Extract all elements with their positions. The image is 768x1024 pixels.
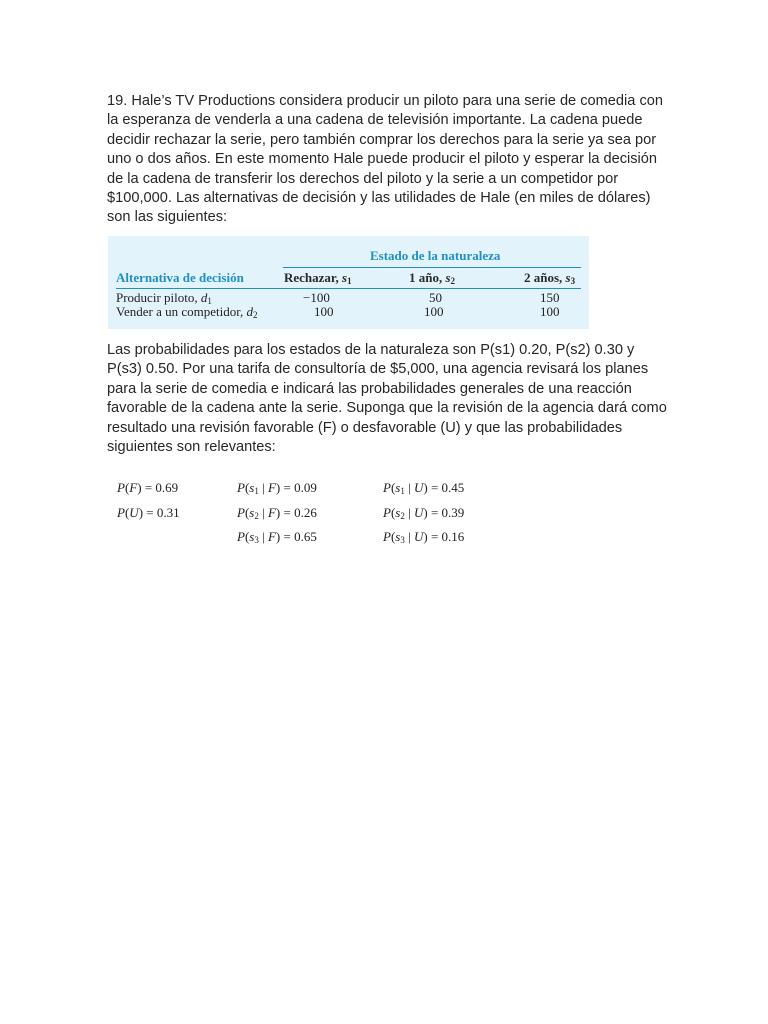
cell-d1-s2: 50: [429, 290, 442, 305]
col-header-2-anos: 2 años, $s_3$: [524, 270, 576, 286]
cell-d1-s1: −100: [303, 290, 330, 305]
prob-p-f: P(F) = 0.69: [117, 480, 179, 495]
table-group-header: Estado de la naturaleza: [370, 248, 501, 263]
prob-s3-given-f: $P(s_3$ | F) = 0.65: [237, 529, 317, 545]
prob-s2-given-u: $P(s_2$ | U) = 0.39: [383, 505, 465, 521]
cell-d2-s1: 100: [314, 304, 334, 319]
prob-s3-given-u: $P(s_3$ | U) = 0.16: [383, 529, 465, 545]
row-label-producir: Producir piloto, $d_1$: [116, 290, 212, 306]
probability-list: [117, 475, 537, 555]
probability-statement: Las probabilidades para los estados de la naturaleza son P(s1) 0.20, P(s2) 0.30 y P(s3) 0.50. Por una tarifa de consultoría de $5,000, una agencia revisará los planes para la serie de comedia e indicará las probabilidades generales de una reacción favorable de la cadena ante la serie. Suponga que la revisión de la agencia dará como resultado una revisión favorable (F) o desfavorable (U) y que las probabilidades siguientes son relevantes:: [107, 342, 667, 456]
prob-s2-given-f: $P(s_2$ | F) = 0.26: [237, 505, 317, 521]
problem-statement: 19. Hale’s TV Productions considera producir un piloto para una serie de comedia con la esperanza de venderla a una cadena de televisión importante. La cadena puede decidir rechazar la serie, pero también comprar los derechos para la serie ya sea por uno o dos años. En este momento Hale puede producir el piloto y esperar la decisión de la cadena de transferir los derechos del piloto y la serie a un competidor por $100,000. Las alternativas de decisión y las utilidades de Hale (en miles de dólares) son las siguientes:: [107, 93, 663, 226]
payoff-table: [108, 236, 589, 329]
cell-d1-s3: 150: [540, 290, 560, 305]
prob-s1-given-u: $P(s_1$ | U) = 0.45: [383, 480, 465, 496]
col-header-rechazar: Rechazar, $s_1$: [284, 270, 352, 286]
col-header-1-ano: 1 año, $s_2$: [409, 270, 456, 286]
row-label-vender: Vender a un competidor, $d_2$: [116, 304, 258, 320]
table-header-rule: [283, 267, 581, 268]
cell-d2-s2: 100: [424, 304, 444, 319]
cell-d2-s3: 100: [540, 304, 560, 319]
prob-p-u: P(U) = 0.31: [117, 505, 180, 520]
table-body-rule: [116, 288, 581, 289]
table-row-header: Alternativa de decisión: [116, 270, 244, 285]
prob-s1-given-f: $P(s_1$ | F) = 0.09: [237, 480, 317, 496]
